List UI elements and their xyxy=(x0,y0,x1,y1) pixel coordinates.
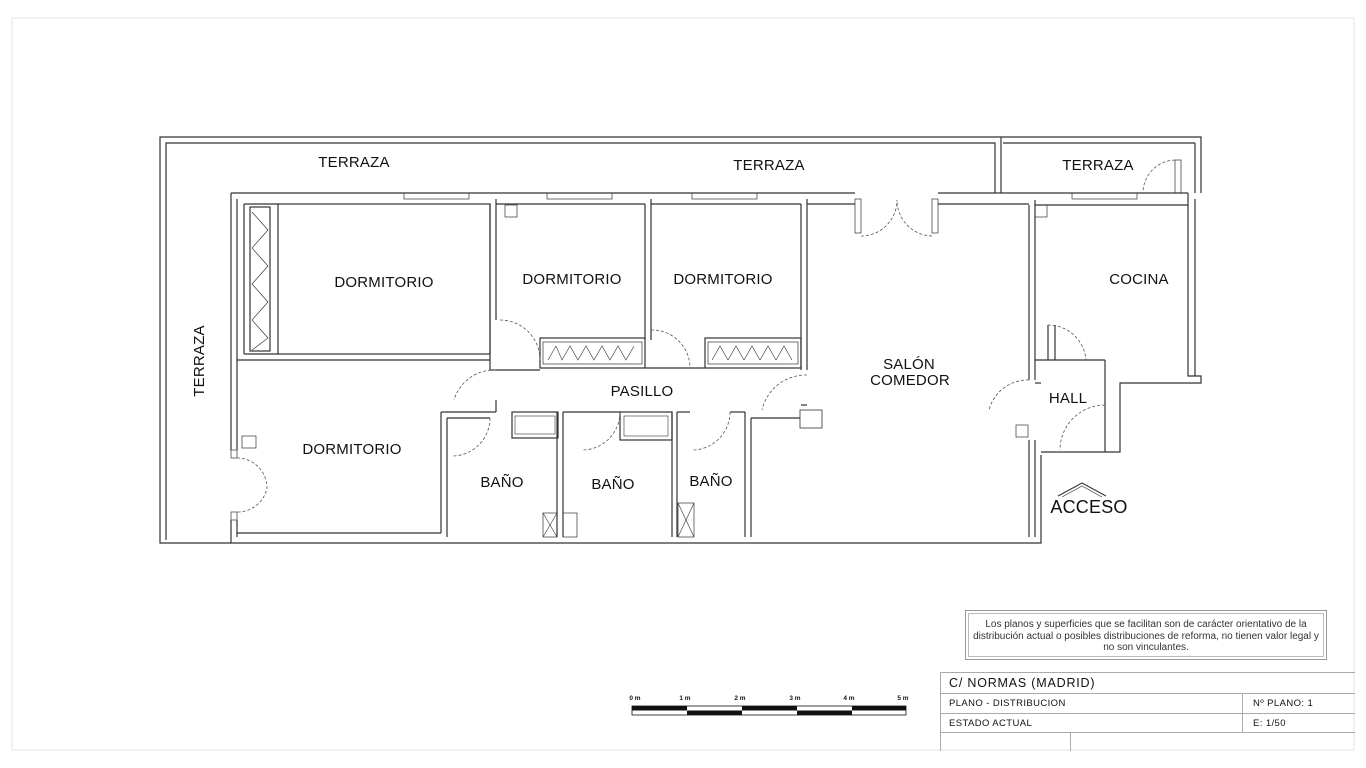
dormitorio-4-label: DORMITORIO xyxy=(302,441,402,458)
acceso-label: ACCESO xyxy=(1050,497,1128,517)
terraza-top-right-label: TERRAZA xyxy=(1062,157,1134,174)
dormitorio-3-label: DORMITORIO xyxy=(673,271,773,288)
scale-label-1: 1 m xyxy=(679,695,691,702)
pasillo-label: PASILLO xyxy=(610,383,674,400)
disclaimer-box: Los planos y superficies que se facilitan son de carácter orientativo de la distribución actual o posibles distribuciones de reforma, no tienen valor legal y no son vinculantes. xyxy=(965,610,1327,660)
hall-label: HALL xyxy=(1048,390,1088,407)
bano-1-label: BAÑO xyxy=(480,474,524,491)
terraza-top-left-label: TERRAZA xyxy=(318,154,390,171)
title-plano-row xyxy=(941,694,1355,714)
title-address: C/ NORMAS (MADRID) xyxy=(941,673,1355,694)
title-estado-row xyxy=(941,714,1355,733)
title-empty-row xyxy=(941,733,1355,751)
scale-label-2: 2 m xyxy=(734,695,746,702)
dormitorio-2-label: DORMITORIO xyxy=(522,271,622,288)
bano-2-label: BAÑO xyxy=(591,476,635,493)
scale-label-0: 0 m xyxy=(629,695,641,702)
terraza-left-label: TERRAZA xyxy=(191,325,208,397)
plano-label: PLANO - DISTRIBUCION xyxy=(949,698,1066,709)
comedor-label: COMEDOR xyxy=(870,372,950,389)
scale-label-3: 3 m xyxy=(789,695,801,702)
cocina-label: COCINA xyxy=(1109,271,1169,288)
escala-label: E: 1/50 xyxy=(1242,714,1355,732)
scale-bar xyxy=(629,695,908,715)
scale-label-5: 5 m xyxy=(897,695,909,702)
bano-3-label: BAÑO xyxy=(689,473,733,490)
estado-label: ESTADO ACTUAL xyxy=(949,718,1033,729)
terraza-top-mid-label: TERRAZA xyxy=(733,157,805,174)
salon-label: SALÓN xyxy=(883,356,935,373)
scale-label-4: 4 m xyxy=(843,695,855,702)
acceso-arrow-icon xyxy=(1058,483,1106,496)
title-block xyxy=(940,672,1355,751)
plano-number: Nº PLANO: 1 xyxy=(1242,694,1355,713)
dormitorio-1-label: DORMITORIO xyxy=(334,274,434,291)
